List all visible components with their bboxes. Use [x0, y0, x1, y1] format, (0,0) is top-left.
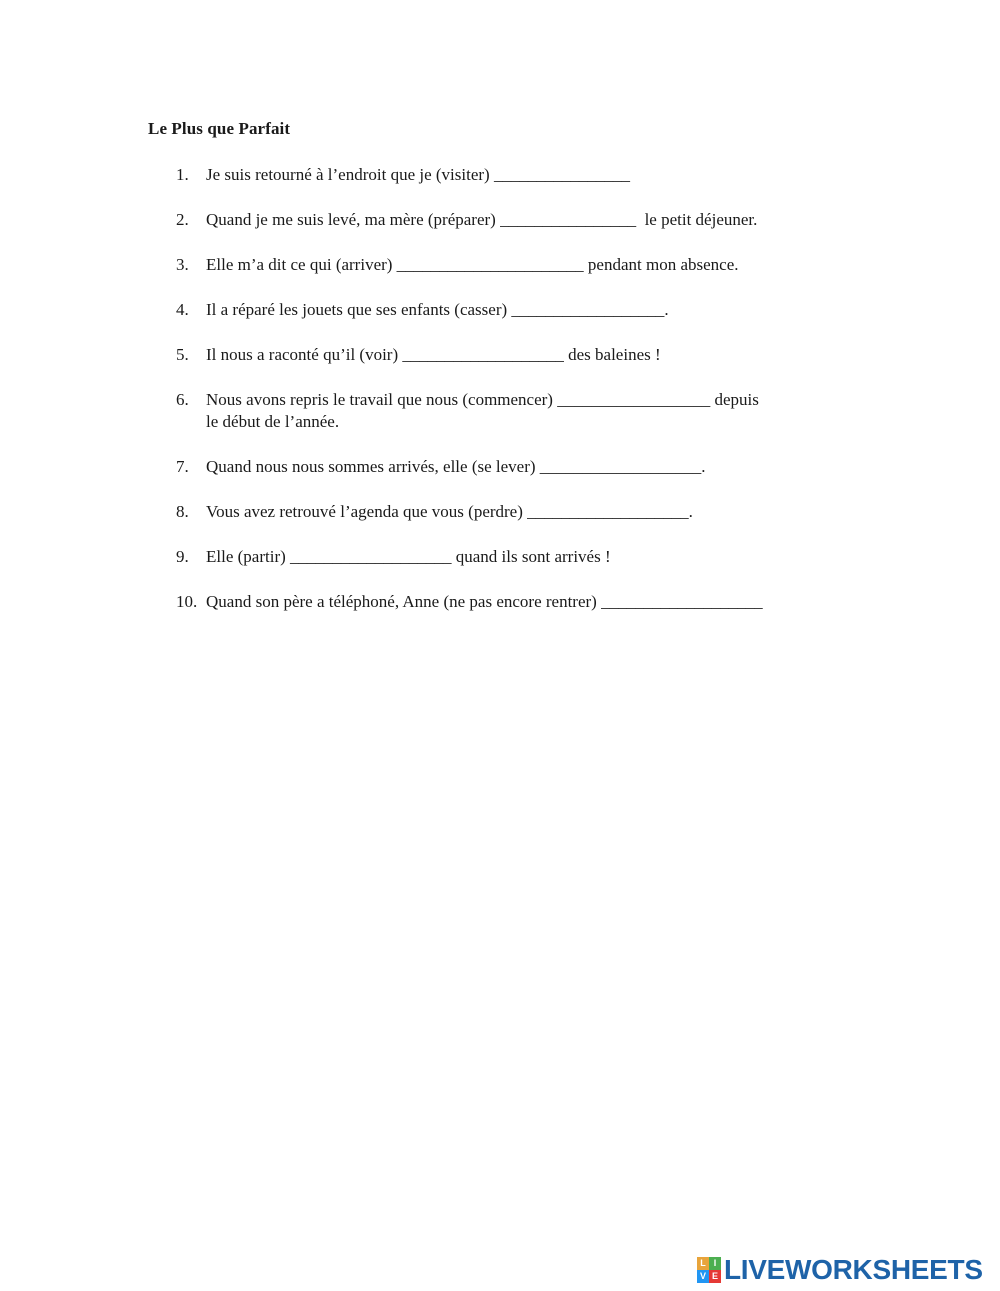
item-text: Nous avons repris le travail que nous (commencer) __________________ depuis — [206, 390, 759, 409]
item-number: 10. — [176, 592, 198, 611]
item-text: Vous avez retrouvé l’agenda que vous (perdre) ___________________. — [206, 502, 693, 521]
logo-mark-letter: I — [709, 1257, 721, 1270]
item-number: 5. — [176, 345, 189, 364]
item-number: 4. — [176, 300, 189, 319]
list-item — [176, 254, 856, 276]
item-text: Elle (partir) ___________________ quand ils sont arrivés ! — [206, 547, 611, 566]
list-item — [176, 591, 856, 613]
item-text: Il nous a raconté qu’il (voir) ___________________ des baleines ! — [206, 345, 661, 364]
item-text: Quand son père a téléphoné, Anne (ne pas encore rentrer) ___________________ — [206, 592, 763, 611]
list-item — [176, 344, 856, 366]
logo-text: LIVEWORKSHEETS — [724, 1254, 983, 1285]
logo-mark-letter: V — [697, 1270, 709, 1283]
item-text: Je suis retourné à l’endroit que je (visiter) ________________ — [206, 165, 630, 184]
item-number: 2. — [176, 210, 189, 229]
list-item — [176, 389, 856, 433]
logo-mark-letter: E — [709, 1270, 721, 1283]
item-number: 8. — [176, 502, 189, 521]
item-text-continuation: le début de l’année. — [206, 412, 340, 431]
item-number: 7. — [176, 457, 189, 476]
item-text: Quand je me suis levé, ma mère (préparer) ________________ le petit déjeuner. — [206, 210, 758, 229]
item-number: 6. — [176, 390, 189, 409]
item-text: Quand nous nous sommes arrivés, elle (se lever) ___________________. — [206, 457, 706, 476]
list-item — [176, 546, 856, 568]
item-number: 1. — [176, 165, 189, 184]
liveworksheets-logo — [697, 1255, 983, 1285]
logo-mark-letter: L — [697, 1257, 709, 1270]
list-item — [176, 501, 856, 523]
list-item — [176, 164, 856, 186]
item-text: Il a réparé les jouets que ses enfants (casser) __________________. — [206, 300, 669, 319]
list-item — [176, 456, 856, 478]
item-number: 9. — [176, 547, 189, 566]
logo-mark-icon — [697, 1257, 721, 1283]
item-number: 3. — [176, 255, 189, 274]
page-title: Le Plus que Parfait — [148, 119, 291, 138]
item-text: Elle m’a dit ce qui (arriver) ______________________ pendant mon absence. — [206, 255, 739, 274]
list-item — [176, 209, 856, 231]
list-item — [176, 299, 856, 321]
